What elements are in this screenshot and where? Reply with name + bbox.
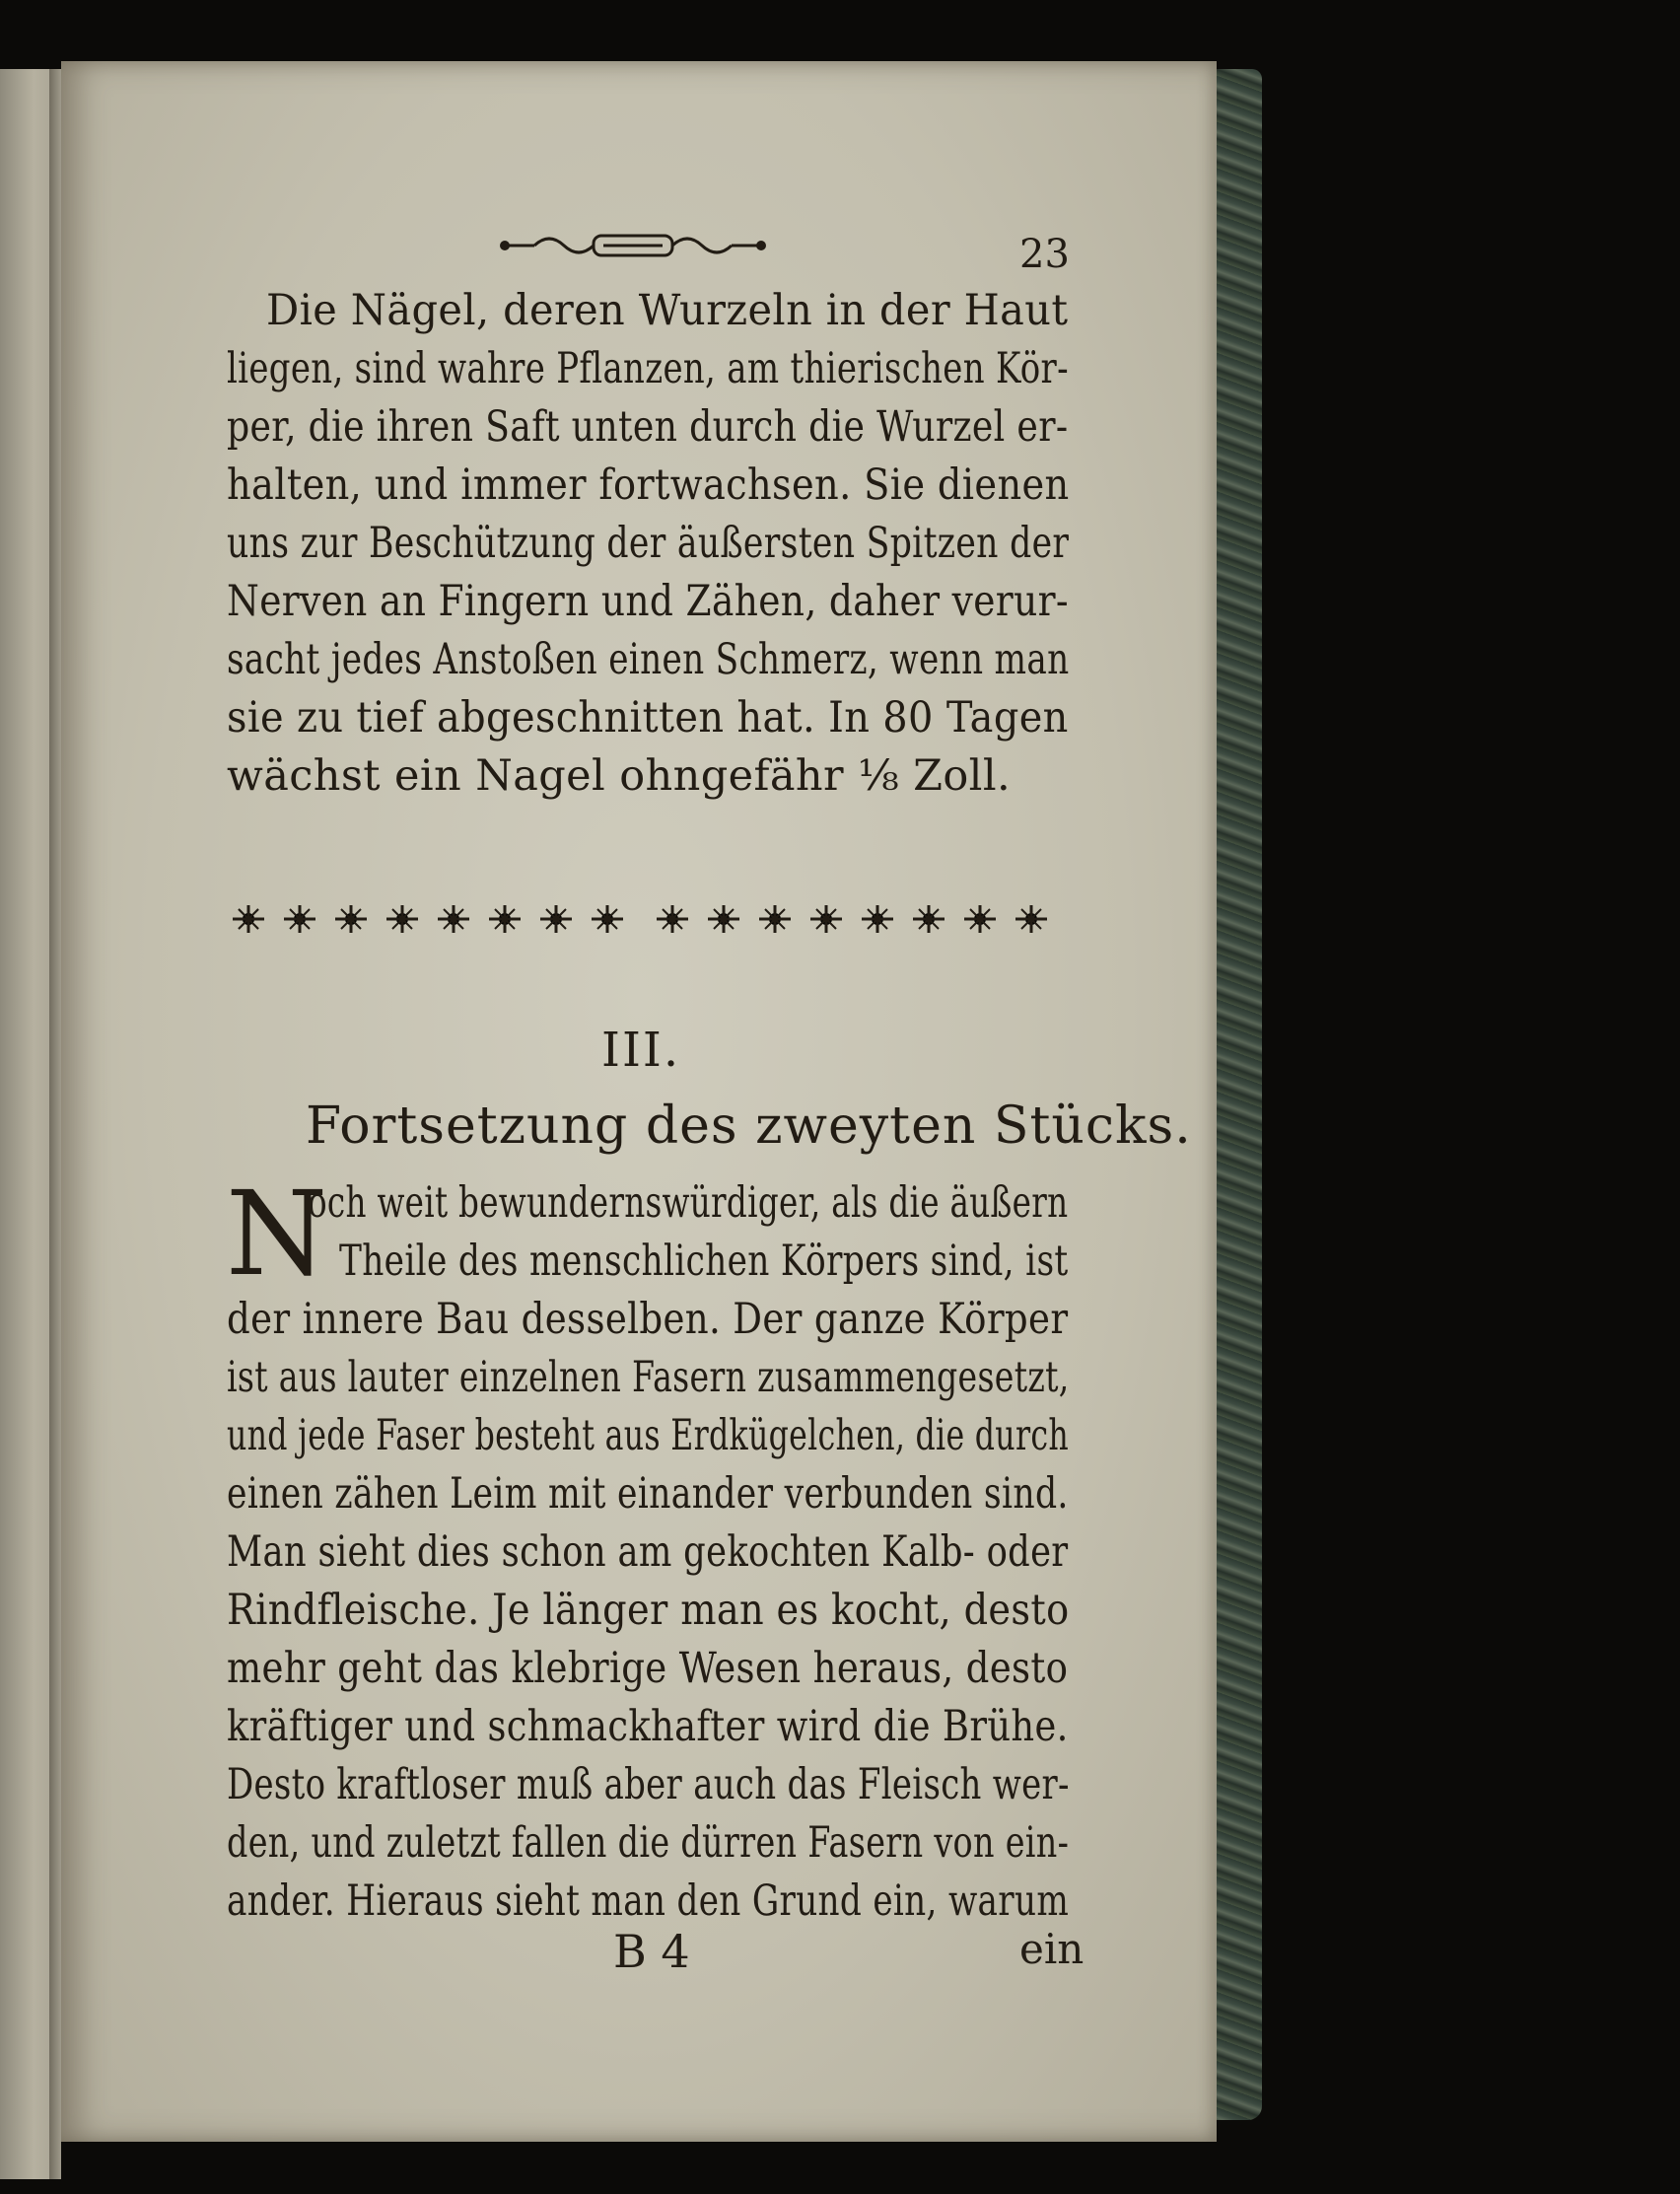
text-line: liegen, sind wahre Pflanzen, am thierischen Kör- (227, 344, 1069, 393)
section-title: Fortsetzung des zweyten Stücks. (306, 1097, 1192, 1156)
ornamental-divider-icon (227, 901, 1065, 937)
drop-cap: N (226, 1166, 328, 1302)
marbled-cover-edge (1211, 69, 1262, 2120)
page-number: 23 (1019, 232, 1070, 277)
text-line: Nerven an Fingern und Zähen, daher verur- (227, 577, 1069, 626)
text-line: Desto kraftloser muß aber auch das Fleisch wer- (227, 1760, 1070, 1809)
text-line: mehr geht das klebrige Wesen heraus, desto (227, 1644, 1069, 1693)
text-line: und jede Faser besteht aus Erdkügelchen, die durch (227, 1411, 1070, 1460)
text-line: kräftiger und schmackhafter wird die Brühe. (227, 1702, 1069, 1751)
book-page (61, 61, 1217, 2142)
header-ornament-icon (495, 224, 771, 263)
text-line: wächst ein Nagel ohngefähr ⅛ Zoll. (227, 751, 1012, 801)
text-line: Man sieht dies schon am gekochten Kalb- oder (227, 1527, 1069, 1577)
text-line: per, die ihren Saft unten durch die Wurzel er- (227, 402, 1069, 452)
text-line: ist aus lauter einzelnen Fasern zusammengesetzt, (227, 1353, 1070, 1402)
text-line: einen zähen Leim mit einander verbunden sind. (227, 1469, 1069, 1519)
text-line: halten, und immer fortwachsen. Sie dienen (227, 460, 1070, 510)
text-line: sie zu tief abgeschnitten hat. In 80 Tagen (227, 693, 1069, 743)
text-line: Die Nägel, deren Wurzeln in der Haut (266, 286, 1069, 335)
section-number: III. (601, 1023, 681, 1078)
text-line: Theile des menschlichen Körpers sind, ist (339, 1237, 1069, 1286)
text-line: der innere Bau desselben. Der ganze Körper (227, 1295, 1069, 1344)
text-line: Rindfleische. Je länger man es kocht, desto (227, 1586, 1070, 1635)
text-line: uns zur Beschützung der äußersten Spitzen der (227, 519, 1070, 568)
signature-mark: B 4 (613, 1925, 690, 1978)
text-line: den, und zuletzt fallen die dürren Fasern von ein- (227, 1818, 1070, 1868)
catchword: ein (1019, 1925, 1085, 1973)
text-line: ander. Hieraus sieht man den Grund ein, warum (227, 1876, 1070, 1926)
text-line: sacht jedes Anstoßen einen Schmerz, wenn man (227, 635, 1070, 684)
text-line: och weit bewundernswürdiger, als die äußern (308, 1178, 1069, 1228)
